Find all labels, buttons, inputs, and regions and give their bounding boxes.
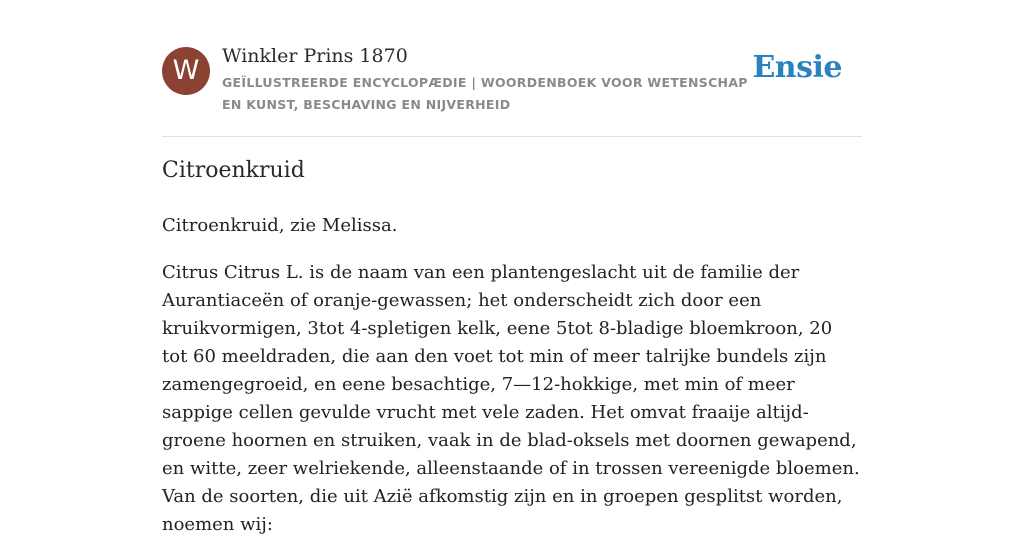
- entry-paragraph: Citroenkruid, zie Melissa.: [162, 215, 398, 236]
- entry-title: Citroenkruid: [162, 158, 305, 183]
- source-avatar[interactable]: W: [162, 47, 210, 95]
- source-header: [162, 0, 862, 137]
- source-title[interactable]: Winkler Prins 1870: [222, 45, 408, 67]
- page-container: [162, 0, 862, 535]
- entry-paragraph: Citrus Citrus L. is de naam van een plantengeslacht uit de familie der Aurantiaceën of oranje-gewassen; het onderscheidt zich door een kruikvormigen, 3tot 4-spletigen kelk, eene 5tot 8-bladige bloemkroon, 20 tot 60 meeldraden, die aan den voet tot min of meer talrijke bundels zijn zamengegroeid, en eene besachtige, 7—12-hokkige, met min of meer sappige cellen gevulde vrucht met vele zaden. Het omvat fraaije altijd-groene hoornen en struiken, vaak in de blad-oksels met doornen gewapend, en witte, zeer welriekende, alleenstaande of in trossen vereenigde bloemen. Van de soorten, die uit Azië afkomstig zijn en in groepen gesplitst worden, noemen wij:: [162, 262, 860, 535]
- source-subtitle: GEÏLLUSTREERDE ENCYCLOPÆDIE | WOORDENBOEK VOOR WETENSCHAP EN KUNST, BESCHAVING EN NIJVERHEID: [222, 75, 748, 112]
- ensie-logo-link[interactable]: Ensie: [752, 50, 842, 85]
